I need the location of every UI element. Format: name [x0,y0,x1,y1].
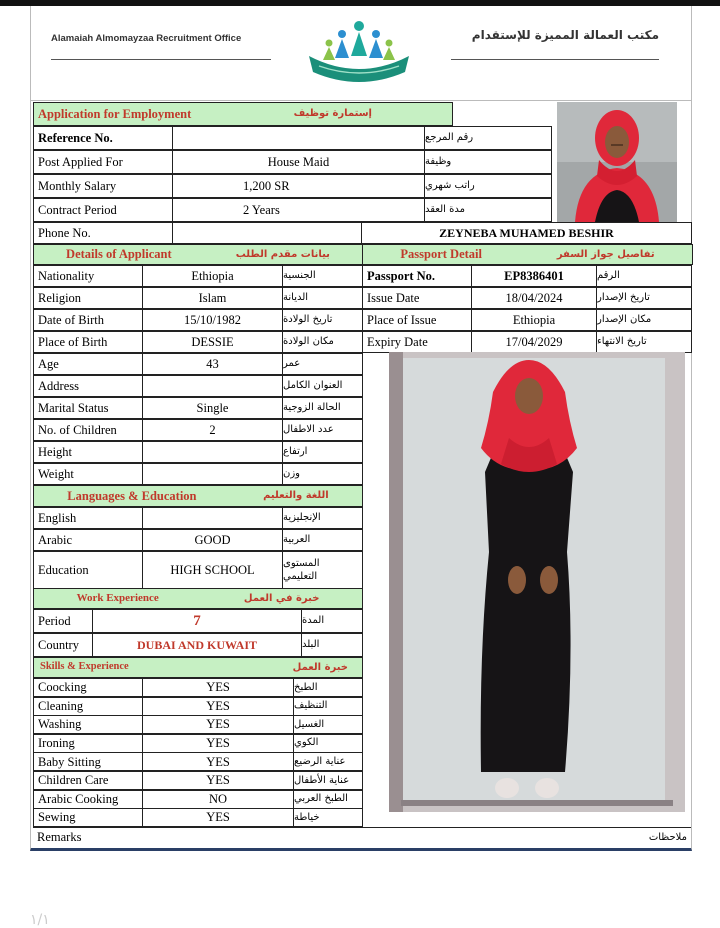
education-value: HIGH SCHOOL [142,551,283,589]
skill-value: YES [142,752,294,771]
languages-title-row [33,485,362,506]
skill-label-ar: عناية الرضيع [293,752,363,771]
languages-title-ar: اللغة والتعليم [263,490,329,501]
application-title-row [33,102,452,125]
applicant-value: 15/10/1982 [142,309,283,331]
arabic-value: GOOD [142,529,283,551]
reference-label: Reference No. [33,126,173,150]
applicant-label-ar: عمر [282,353,363,375]
applicant-value: DESSIE [142,331,283,353]
reference-row [33,126,551,149]
languages-section-title [33,485,363,507]
headshot-illustration [557,102,677,222]
applicant-label-ar: الديانة [282,287,363,309]
education-label-ar-line2: التعليمي [283,570,318,582]
applicant-row [33,441,362,462]
education-label: Education [33,551,143,589]
passport-row [362,331,691,352]
skills-title-row [33,657,362,677]
applicant-value [142,375,283,397]
english-row [33,507,362,528]
applicant-label-ar: مكان الولادة [282,331,363,353]
employment-form [30,6,692,851]
skill-value: YES [142,678,294,697]
applicant-title-ar: بيانات مقدم الطلب [235,248,330,260]
skill-row [33,715,362,733]
english-value [142,507,283,529]
post-label: Post Applied For [33,150,173,174]
applicant-label: Religion [33,287,143,309]
applicant-label: No. of Children [33,419,143,441]
contract-label-ar: مدة العقد [424,198,552,222]
skill-label: Sewing [33,808,143,827]
skill-row [33,771,362,789]
passport-label-ar: الرقم [596,265,692,287]
applicant-row [33,463,362,484]
applicant-label: Height [33,441,143,463]
passport-label: Issue Date [362,287,472,309]
salary-value: 1,200 SR [172,174,425,198]
passport-value: EP8386401 [471,265,597,287]
skill-value: YES [142,715,294,734]
section-titles-row [33,244,692,264]
period-label-ar: المدة [301,609,363,633]
passport-row [362,309,691,330]
skill-label: Baby Sitting [33,752,143,771]
contract-row [33,198,551,221]
page-number: ١/١ [30,912,50,928]
applicant-label-ar: وزن [282,463,363,485]
passport-value: 17/04/2029 [471,331,597,353]
passport-row [362,287,691,308]
applicant-title-en: Details of Applicant [66,247,172,262]
applicant-value [142,441,283,463]
remarks-label: Remarks [37,830,82,845]
arabic-label: Arabic [33,529,143,551]
contract-label: Contract Period [33,198,173,222]
skill-row [33,678,362,696]
skill-label-ar: التنظيف [293,697,363,716]
application-title-en: Application for Employment [38,106,192,121]
skill-label-ar: الغسيل [293,715,363,734]
applicant-label: Age [33,353,143,375]
skill-value: YES [142,771,294,790]
work-title-en: Work Experience [76,592,159,604]
education-label-ar-line1: المستوى [283,557,320,569]
applicant-label: Date of Birth [33,309,143,331]
applicant-row [33,287,362,308]
skill-label-ar: الطبخ العربي [293,790,363,809]
skill-label: Ironing [33,734,143,753]
applicant-row [33,397,362,418]
phone-value [172,222,362,244]
passport-label: Passport No. [362,265,472,287]
reference-value [172,126,425,150]
arabic-row [33,529,362,550]
applicant-name: ZEYNEBA MUHAMED BESHIR [361,222,692,244]
application-title [33,102,453,126]
education-label-ar [282,551,363,589]
remarks-cell [33,827,691,847]
skill-label: Cleaning [33,697,143,716]
skill-row [33,734,362,752]
applicant-section-title [33,244,363,265]
skill-label: Washing [33,715,143,734]
passport-title-ar: تفاصيل جواز السفر [556,248,655,260]
skill-value: YES [142,808,294,827]
work-section-title [33,588,363,609]
languages-title-en: Languages & Education [67,488,197,503]
skill-value: NO [142,790,294,809]
applicant-row [33,265,362,286]
country-label-ar: البلد [301,633,363,657]
applicant-label-ar: تاريخ الولادة [282,309,363,331]
skills-title-ar: خبرة العمل [292,661,348,673]
salary-label-ar: راتب شهري [424,174,552,198]
applicant-label: Address [33,375,143,397]
skill-label-ar: عناية الأطفال [293,771,363,790]
post-value: House Maid [172,150,425,174]
salary-row [33,174,551,197]
applicant-row [33,309,362,330]
applicant-row [33,353,362,374]
applicant-value: 2 [142,419,283,441]
salary-label: Monthly Salary [33,174,173,198]
applicant-value [142,463,283,485]
english-label-ar: الإنجليزية [282,507,363,529]
applicant-row [33,375,362,396]
applicant-label-ar: العنوان الكامل [282,375,363,397]
applicant-label: Marital Status [33,397,143,419]
full-body-illustration [389,352,685,812]
skills-title-en: Skills & Experience [40,661,129,673]
arabic-label-ar: العربية [282,529,363,551]
passport-row [362,265,691,286]
applicant-value: Single [142,397,283,419]
period-label: Period [33,609,93,633]
skill-label: Arabic Cooking [33,790,143,809]
remarks-row [33,827,690,846]
passport-label: Expiry Date [362,331,472,353]
applicant-label: Weight [33,463,143,485]
skill-label-ar: خياطة [293,808,363,827]
passport-value: Ethiopia [471,309,597,331]
remarks-label-ar: ملاحظات [648,831,687,843]
office-name-en: Alamaiah Almomayzaa Recruitment Office [51,33,242,44]
skill-label: Children Care [33,771,143,790]
post-label-ar: وظيفة [424,150,552,174]
applicant-value: Ethiopia [142,265,283,287]
passport-label-ar: تاريخ الإصدار [596,287,692,309]
office-logo [299,16,419,90]
skill-value: YES [142,734,294,753]
reference-label-ar: رقم المرجع [424,126,552,150]
header-underline-left [51,59,271,60]
work-title-row [33,588,362,608]
passport-section-title [362,244,693,265]
skill-label-ar: الكوي [293,734,363,753]
skill-label: Coocking [33,678,143,697]
skill-row [33,752,362,770]
applicant-value: Islam [142,287,283,309]
skill-row [33,808,362,826]
passport-label: Place of Issue [362,309,472,331]
applicant-label-ar: عدد الاطفال [282,419,363,441]
applicant-row [33,419,362,440]
passport-label-ar: مكان الإصدار [596,309,692,331]
header-underline-right [451,59,659,60]
passport-value: 18/04/2024 [471,287,597,309]
applicant-headshot-photo [557,102,677,222]
passport-title-en: Passport Detail [400,247,482,262]
period-value: 7 [92,609,302,633]
applicant-label-ar: الحالة الزوجية [282,397,363,419]
country-value: DUBAI AND KUWAIT [92,633,302,657]
period-row [33,609,362,632]
phone-label: Phone No. [33,222,173,244]
applicant-row [33,331,362,352]
applicant-label-ar: ارتفاع [282,441,363,463]
english-label: English [33,507,143,529]
post-row [33,150,551,173]
office-name-ar: مكتب العمالة المميزة للإستقدام [471,28,659,42]
applicant-full-body-photo [389,352,685,812]
applicant-label: Place of Birth [33,331,143,353]
country-label: Country [33,633,93,657]
education-row [33,551,362,588]
phone-name-row [33,222,691,243]
applicant-value: 43 [142,353,283,375]
skill-row [33,790,362,808]
header-separator [31,100,691,101]
skills-section-title [33,657,363,678]
application-title-ar: إستمارة توظيف [293,108,372,119]
work-title-ar: خبرة في العمل [243,592,320,604]
skill-row [33,697,362,715]
applicant-label-ar: الجنسية [282,265,363,287]
passport-label-ar: تاريخ الانتهاء [596,331,692,353]
contract-value: 2 Years [172,198,425,222]
skill-label-ar: الطبخ [293,678,363,697]
applicant-label: Nationality [33,265,143,287]
country-row [33,633,362,656]
skill-value: YES [142,697,294,716]
